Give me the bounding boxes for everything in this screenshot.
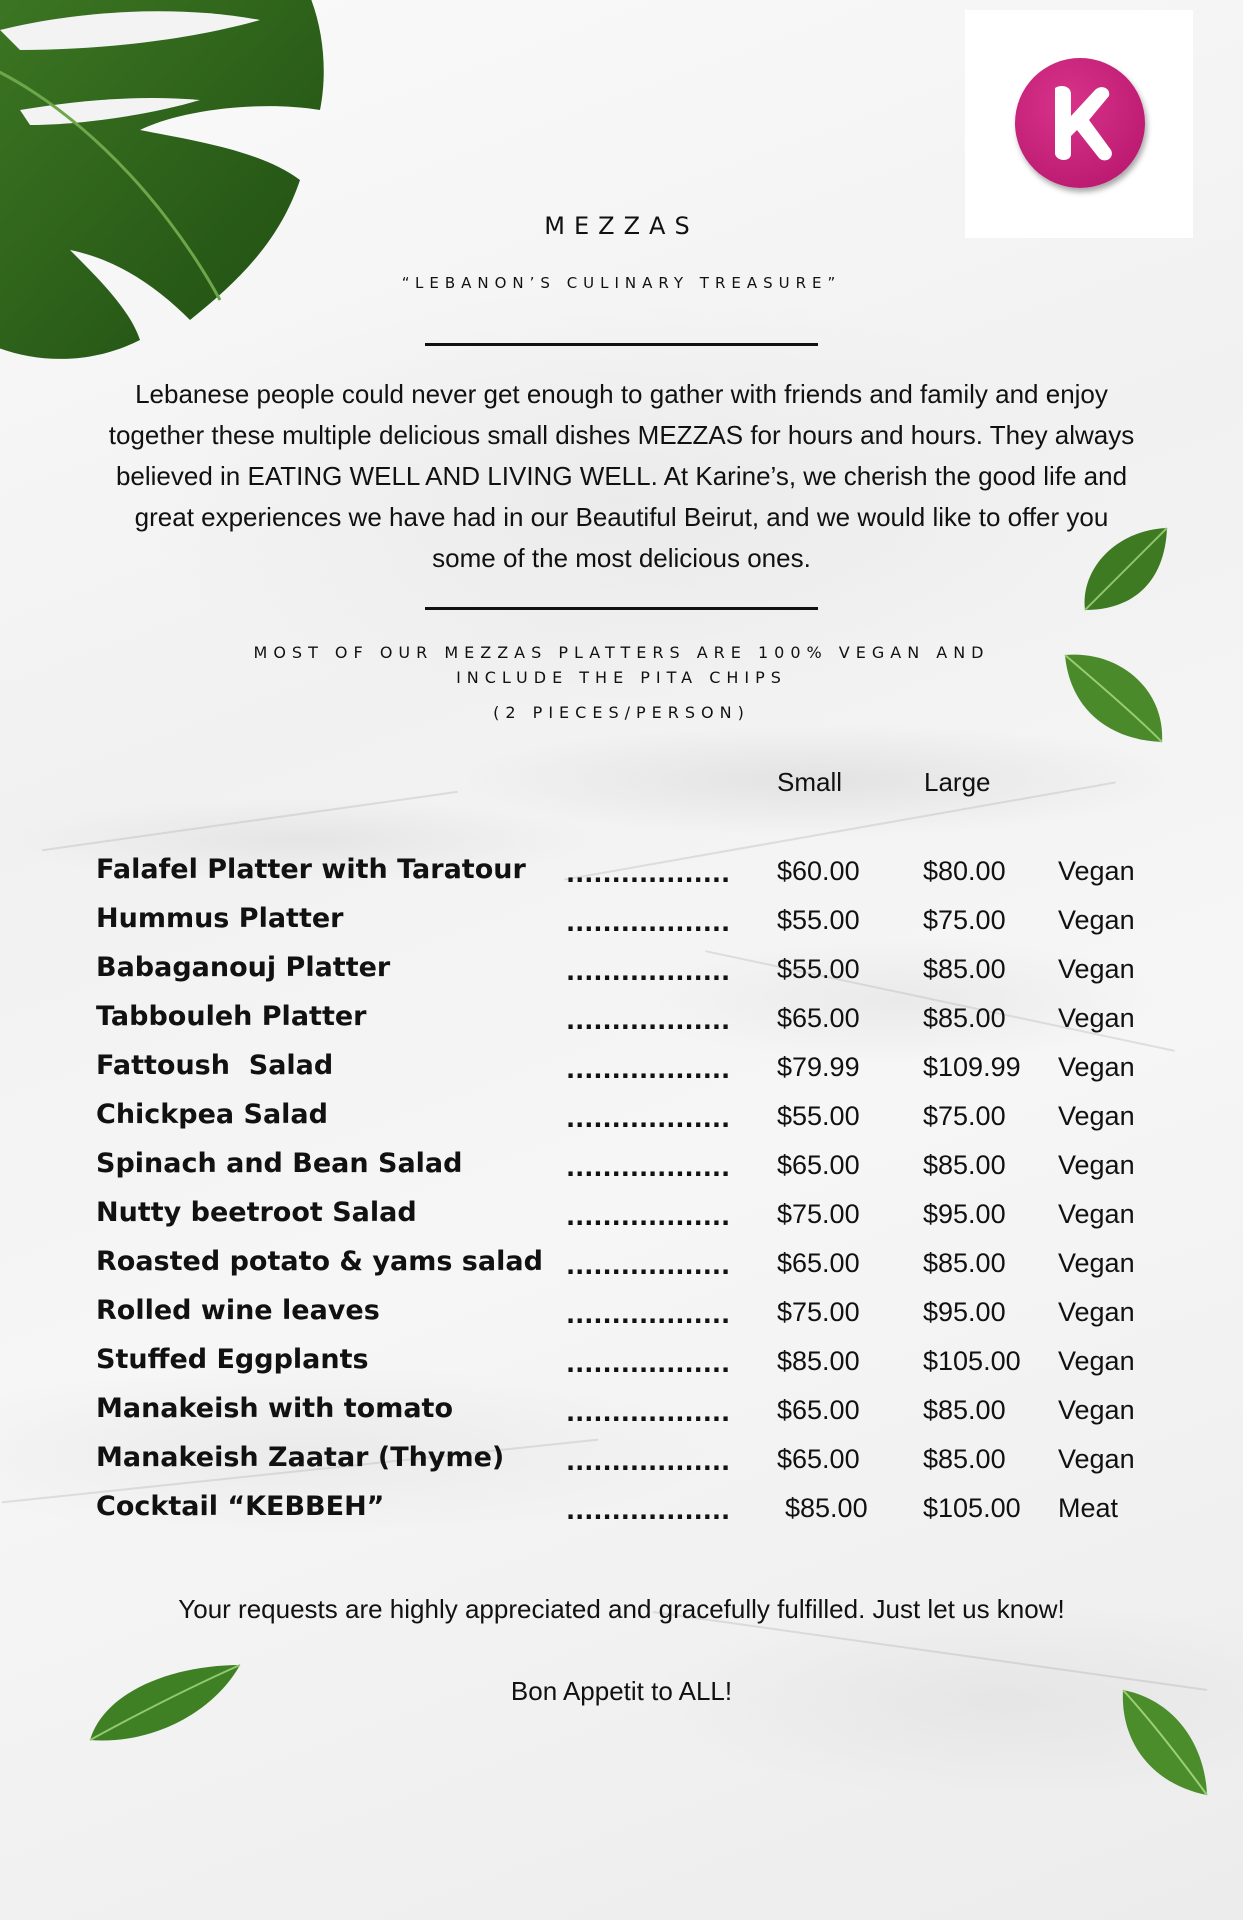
- item-name: Cocktail “KEBBEH”: [96, 1491, 385, 1522]
- item-price-small: $65.00: [777, 1444, 860, 1474]
- item-type: Vegan: [1058, 1052, 1135, 1082]
- item-type: Meat: [1058, 1493, 1119, 1523]
- item-price-small: $65.00: [777, 1150, 860, 1180]
- menu-item: [96, 952, 1196, 1001]
- item-name: Spinach and Bean Salad: [96, 1148, 463, 1179]
- menu-item: [96, 1197, 1196, 1246]
- item-type: Vegan: [1058, 1248, 1135, 1278]
- item-price-large: $95.00: [923, 1199, 1006, 1229]
- item-price-large: $85.00: [923, 1003, 1006, 1033]
- page-subtitle: “LEBANON’S CULINARY TREASURE”: [401, 274, 842, 292]
- item-price-large: $109.99: [923, 1052, 1021, 1082]
- page-title: MEZZAS: [544, 212, 699, 240]
- vegan-note-line1: MOST OF OUR MEZZAS PLATTERS ARE 100% VEGAN AND: [253, 643, 990, 662]
- divider: [425, 607, 818, 610]
- item-price-small: $55.00: [777, 1101, 860, 1131]
- item-price-small: $75.00: [777, 1297, 860, 1327]
- item-type: Vegan: [1058, 1003, 1135, 1033]
- item-type: Vegan: [1058, 1150, 1135, 1180]
- item-price-large: $85.00: [923, 1150, 1006, 1180]
- leader-dots: ..................: [566, 1007, 731, 1035]
- item-type: Vegan: [1058, 905, 1135, 935]
- menu-item: [96, 1393, 1196, 1442]
- leader-dots: ..................: [566, 1056, 731, 1084]
- item-price-small: $65.00: [777, 1248, 860, 1278]
- leader-dots: ..................: [566, 1252, 731, 1280]
- leader-dots: ..................: [566, 909, 731, 937]
- item-type: Vegan: [1058, 1297, 1135, 1327]
- leader-dots: ..................: [566, 1399, 731, 1427]
- requests-note: Your requests are highly appreciated and gracefully fulfilled. Just let us know!: [178, 1594, 1065, 1624]
- menu-item: [96, 1491, 1196, 1540]
- item-price-small: $65.00: [777, 1395, 860, 1425]
- column-header-small: Small: [777, 767, 843, 797]
- menu-item: [96, 1001, 1196, 1050]
- marble-vein: [42, 791, 458, 851]
- item-name: Hummus Platter: [96, 903, 344, 934]
- menu-item: [96, 903, 1196, 952]
- leader-dots: ..................: [566, 1301, 731, 1329]
- menu-item: [96, 1148, 1196, 1197]
- item-type: Vegan: [1058, 954, 1135, 984]
- vegan-note-line2: INCLUDE THE PITA CHIPS: [456, 668, 787, 687]
- item-name: Fattoush Salad: [96, 1050, 334, 1081]
- item-name: Rolled wine leaves: [96, 1295, 380, 1326]
- column-header-large: Large: [924, 767, 991, 797]
- item-name: Manakeish with tomato: [96, 1393, 454, 1424]
- item-price-large: $85.00: [923, 1395, 1006, 1425]
- item-name: Manakeish Zaatar (Thyme): [96, 1442, 505, 1473]
- green-leaf-icon: [1060, 650, 1170, 750]
- item-type: Vegan: [1058, 856, 1135, 886]
- item-price-small: $85.00: [785, 1493, 868, 1523]
- leader-dots: ..................: [566, 1448, 731, 1476]
- leader-dots: ..................: [566, 1497, 731, 1525]
- menu-item: [96, 1050, 1196, 1099]
- item-type: Vegan: [1058, 1101, 1135, 1131]
- menu-item: [96, 1099, 1196, 1148]
- leader-dots: ..................: [566, 860, 731, 888]
- item-name: Chickpea Salad: [96, 1099, 328, 1130]
- item-type: Vegan: [1058, 1199, 1135, 1229]
- menu-item: [96, 1246, 1196, 1295]
- item-name: Roasted potato & yams salad: [96, 1246, 543, 1277]
- leader-dots: ..................: [566, 1154, 731, 1182]
- vegan-note-line3: (2 PIECES/PERSON): [493, 703, 750, 722]
- item-price-large: $95.00: [923, 1297, 1006, 1327]
- item-price-large: $75.00: [923, 1101, 1006, 1131]
- item-price-large: $105.00: [923, 1493, 1021, 1523]
- item-price-small: $55.00: [777, 954, 860, 984]
- item-price-small: $60.00: [777, 856, 860, 886]
- leader-dots: ..................: [566, 958, 731, 986]
- intro-paragraph: Lebanese people could never get enough to gather with friends and family and enjoy together these multiple delicious small dishes MEZZAS for hours and hours. They always believed in EATING WELL AND LIVING WELL. At Karine’s, we cherish the good life and great experiences we have had in our Beautiful Beirut, and we would like to offer you some of the most delicious ones.: [108, 379, 1135, 573]
- item-name: Nutty beetroot Salad: [96, 1197, 417, 1228]
- item-name: Tabbouleh Platter: [96, 1001, 367, 1032]
- closing-note: Bon Appetit to ALL!: [510, 1676, 733, 1706]
- logo-box: [965, 10, 1193, 238]
- leader-dots: ..................: [566, 1105, 731, 1133]
- item-name: Stuffed Eggplants: [96, 1344, 369, 1375]
- item-price-small: $75.00: [777, 1199, 860, 1229]
- item-price-small: $79.99: [777, 1052, 860, 1082]
- menu-list: [96, 854, 1196, 1540]
- item-price-small: $55.00: [777, 905, 860, 935]
- k-letter-icon: [1015, 58, 1145, 188]
- menu-item: [96, 1295, 1196, 1344]
- item-type: Vegan: [1058, 1395, 1135, 1425]
- item-type: Vegan: [1058, 1346, 1135, 1376]
- item-price-large: $75.00: [923, 905, 1006, 935]
- menu-item: [96, 854, 1196, 903]
- menu-item: [96, 1442, 1196, 1491]
- item-name: Falafel Platter with Taratour: [96, 854, 526, 885]
- monstera-leaf-icon: [0, 0, 380, 390]
- item-price-large: $85.00: [923, 1444, 1006, 1474]
- item-price-small: $85.00: [777, 1346, 860, 1376]
- item-price-large: $80.00: [923, 856, 1006, 886]
- item-price-large: $85.00: [923, 954, 1006, 984]
- item-price-large: $85.00: [923, 1248, 1006, 1278]
- item-type: Vegan: [1058, 1444, 1135, 1474]
- item-name: Babaganouj Platter: [96, 952, 391, 983]
- item-price-large: $105.00: [923, 1346, 1021, 1376]
- item-price-small: $65.00: [777, 1003, 860, 1033]
- menu-item: [96, 1344, 1196, 1393]
- divider: [425, 343, 818, 346]
- leader-dots: ..................: [566, 1203, 731, 1231]
- logo-icon: [1015, 58, 1145, 188]
- leader-dots: ..................: [566, 1350, 731, 1378]
